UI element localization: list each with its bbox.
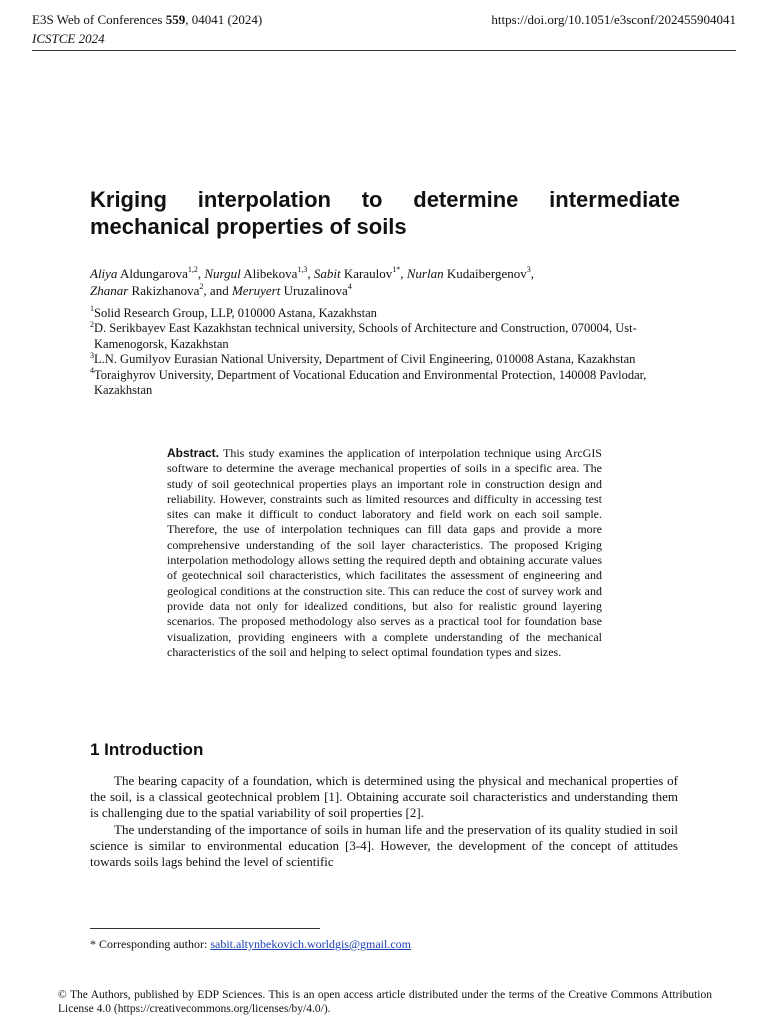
author: Zhanar Rakizhanova$^2$, and: [90, 282, 232, 298]
author: Sabit Karaulov$^{1*}$,: [313, 265, 407, 281]
abstract-label: Abstract.: [167, 446, 220, 460]
introduction-body: [90, 773, 678, 870]
paper-title: Kriging interpolation to determine intermediate mechanical properties of soils: [90, 187, 680, 239]
doi-link[interactable]: https://doi.org/10.1051/e3sconf/202455904041: [491, 12, 736, 27]
article-number: , 04041 (2024): [185, 12, 263, 27]
affiliation-list: [90, 306, 690, 398]
abstract-text: This study examines the application of interpolation technique using ArcGIS software to determine the average mechanical properties of soils in a specific area. The study of soil geotechnical properties plays an important role in construction design and reliability. However, constraints such as limited resources and difficulty in accessing test sites can make it difficult to conduct laboratory and field work on each soil sample. Therefore, the use of interpolation techniques can fill data gaps and provide a more comprehensive understanding of the soil layer characteristics. The proposed Kriging interpolation methodology allows setting the required depth and obtaining accurate values of geotechnical soil characteristics, which facilitates the assessment of engineering and geological conditions at the construction site. This can reduce the cost of survey work and provide data not only for idealized conditions, but also for realistic ground layering scenarios. The proposed methodology also serves as a practical tool for foundation base visualization, providing engineers with a complete understanding of the mechanical characteristics of the soil and helping to select optimal foundation types and sizes.: [167, 446, 602, 659]
header-divider: [32, 50, 736, 51]
corresponding-email-link[interactable]: sabit.altynbekovich.worldgis@gmail.com: [210, 937, 412, 951]
abstract: [167, 446, 602, 660]
license-notice: © The Authors, published by EDP Sciences. This is an open access article distributed under the terms of the Creative Commons Attribution License 4.0 (https://creativecommons.org/licenses/by/4.0/).: [58, 989, 712, 1015]
journal-name: E3S Web of Conferences: [32, 12, 163, 27]
author: Aliya Aldungarova$^{1,2}$,: [90, 265, 205, 281]
corresponding-author-footnote: [90, 937, 411, 952]
body-paragraph: The understanding of the importance of soils in human life and the preservation of its quality studied in soil science is similar to environmental education [3-4]. However, the development of the concept of attitudes towards soils lags behind the level of scientific: [90, 821, 678, 870]
body-paragraph: The bearing capacity of a foundation, which is determined using the physical and mechanical properties of the soil, is a classical geotechnical problem [1]. Obtaining accurate soil characteristics and understanding them is challenging due to the spatial variability of soil properties [2].: [90, 773, 678, 821]
running-header-conference: ICSTCE 2024: [32, 31, 105, 46]
running-header-journal: [32, 12, 262, 28]
affiliation: $^3$L.N. Gumilyov Eurasian National University, Department of Civil Engineering, 010008 Astana, Kazakhstan: [90, 350, 636, 367]
affiliation: $^1$Solid Research Group, LLP, 010000 Astana, Kazakhstan: [90, 304, 377, 320]
footnote-label: * Corresponding author:: [90, 937, 211, 951]
author: Meruyert Uruzalinova$^4$: [231, 282, 352, 298]
section-heading-introduction: 1 Introduction: [90, 740, 204, 759]
author: Nurgul Alibekova$^{1,3}$,: [204, 265, 314, 281]
affiliation: $^2$D. Serikbayev East Kazakhstan technical university, Schools of Architecture and Construction, 070004, Ust-Kamenogorsk, Kazakhstan: [90, 319, 637, 351]
author-list: [90, 265, 690, 299]
author: Nurlan Kudaibergenov$^3$,: [406, 265, 534, 281]
affiliation: $^4$Toraighyrov University, Department of Vocational Education and Environmental Protection, 140008 Pavlodar, Kazakhstan: [90, 365, 647, 398]
journal-volume: 559: [165, 12, 186, 27]
footnote-divider: [90, 928, 320, 929]
